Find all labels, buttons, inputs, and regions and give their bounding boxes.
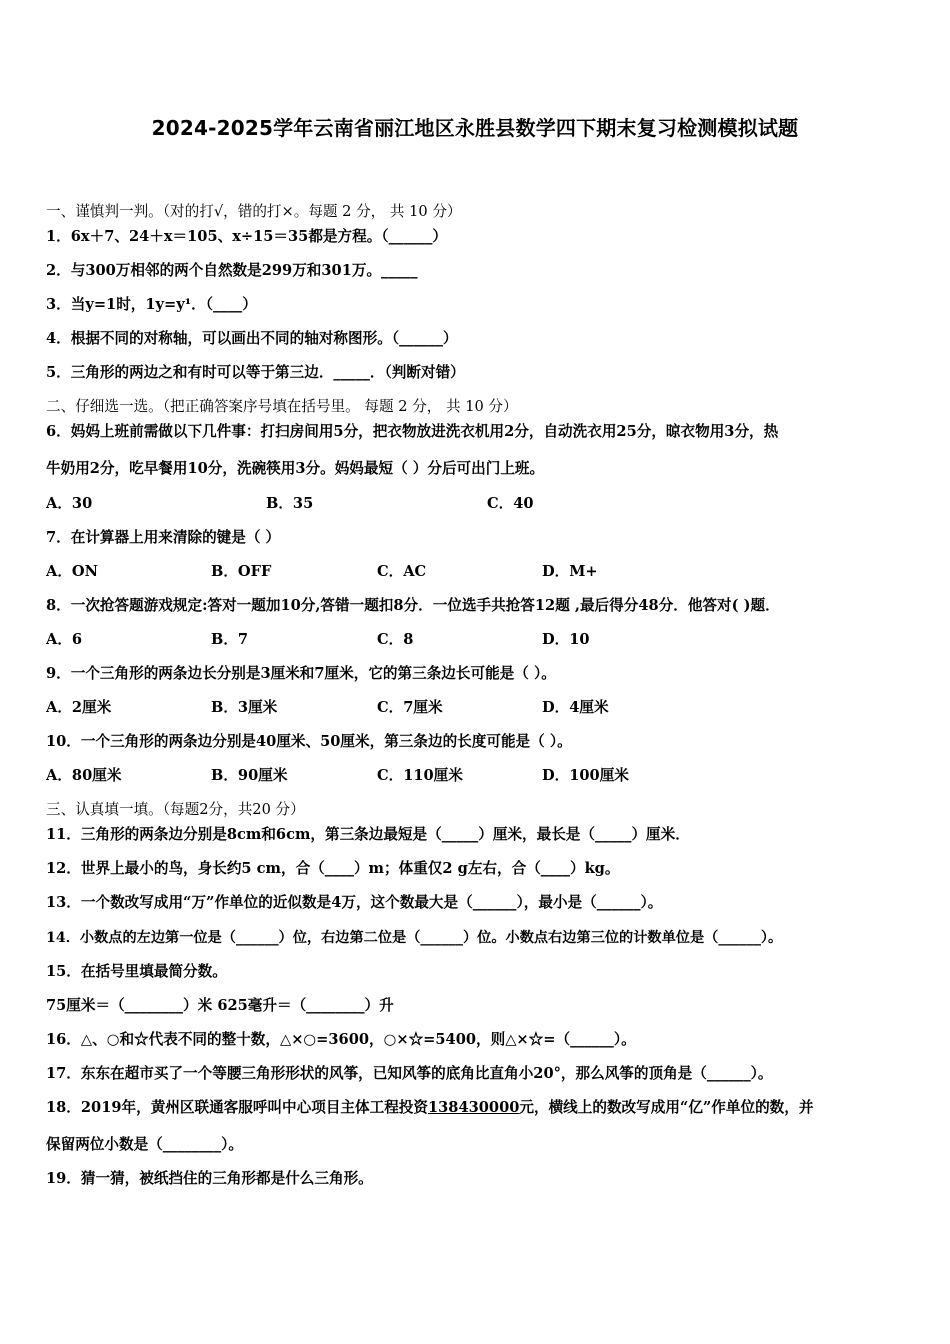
option-a: A．2厘米 xyxy=(46,699,112,716)
page-title: 2024-2025学年云南省丽江地区永胜县数学四下期末复习检测模拟试题 xyxy=(151,116,799,140)
underlined-number: 138430000 xyxy=(428,1099,520,1116)
question-18-prefix: 18．2019年，黄州区联通客服呼叫中心项目主体工程投资 xyxy=(46,1099,428,1116)
question-1: 1．6x＋7、24＋x＝105、x÷15＝35都是方程。（______） xyxy=(46,228,447,245)
option-c: C．8 xyxy=(377,631,414,648)
question-3: 3．当y=1时，1y=y¹．（____） xyxy=(46,296,257,313)
option-d: D．M+ xyxy=(542,563,598,580)
option-a: A．ON xyxy=(46,563,98,580)
option-a: A．6 xyxy=(46,631,83,648)
question-18-line-1 xyxy=(46,1098,813,1118)
question-6-line-2: 牛奶用2分，吃早餐用10分，洗碗筷用3分。妈妈最短（ ）分后可出门上班。 xyxy=(46,460,545,477)
question-4: 4．根据不同的对称轴，可以画出不同的轴对称图形。（______） xyxy=(46,330,458,347)
question-12: 12．世界上最小的鸟，身长约5 cm，合（____）m；体重仅2 g左右，合（____）kg。 xyxy=(46,860,620,877)
question-9: 9．一个三角形的两条边长分别是3厘米和7厘米，它的第三条边长可能是（ ）。 xyxy=(46,665,556,682)
question-17: 17．东东在超市买了一个等腰三角形形状的风筝，已知风筝的底角比直角小20°，那么风筝的顶角是（______）。 xyxy=(46,1065,773,1082)
option-b: B．90厘米 xyxy=(211,767,288,784)
question-14: 14．小数点的左边第一位是（______）位，右边第二位是（______）位。小数点右边第三位的计数单位是（______）。 xyxy=(46,930,783,946)
section-2-heading: 二、仔细选一选。（把正确答案序号填在括号里。 每题 2 分， 共 10 分） xyxy=(46,398,518,415)
option-b: B．OFF xyxy=(211,563,272,580)
question-19: 19．猜一猜，被纸挡住的三角形都是什么三角形。 xyxy=(46,1170,373,1187)
question-15-blanks: 75厘米＝（________）米 625毫升＝（________）升 xyxy=(46,997,394,1014)
question-5: 5．三角形的两边之和有时可以等于第三边．_____．（判断对错） xyxy=(46,364,465,381)
question-8: 8．一次抢答题游戏规定:答对一题加10分,答错一题扣8分．一位选手共抢答12题 ,最后得分48分．他答对( )题． xyxy=(46,597,780,614)
question-18-line-2: 保留两位小数是（________）。 xyxy=(46,1136,244,1153)
option-b: B．7 xyxy=(211,631,249,648)
option-c: C．7厘米 xyxy=(377,699,443,716)
section-3-heading: 三、认真填一填。（每题2分，共20 分） xyxy=(46,801,305,818)
option-d: D．100厘米 xyxy=(542,767,629,784)
option-d: D．10 xyxy=(542,631,590,648)
question-16: 16．△、○和☆代表不同的整十数，△×○=3600，○×☆=5400，则△×☆=（______）。 xyxy=(46,1031,636,1048)
question-7: 7．在计算器上用来清除的键是（ ） xyxy=(46,529,281,546)
option-c: C．AC xyxy=(377,563,427,580)
question-18-suffix: 元，横线上的数改写成用“亿”作单位的数，并 xyxy=(519,1099,814,1116)
question-13: 13．一个数改写成用“万”作单位的近似数是4万，这个数最大是（______），最小是（______）。 xyxy=(46,894,663,911)
question-11: 11．三角形的两条边分别是8cm和6cm，第三条边最短是（_____）厘米，最长是（_____）厘米． xyxy=(46,826,690,843)
question-15: 15．在括号里填最简分数。 xyxy=(46,963,227,980)
option-b: B．3厘米 xyxy=(211,699,278,716)
question-6-line-1: 6．妈妈上班前需做以下几件事：打扫房间用5分，把衣物放进洗衣机用2分，自动洗衣用25分，晾衣物用3分，热 xyxy=(46,423,779,440)
option-c: C．110厘米 xyxy=(377,767,463,784)
option-b: B．35 xyxy=(266,495,314,512)
question-2: 2．与300万相邻的两个自然数是299万和301万。_____ xyxy=(46,262,418,279)
question-10: 10．一个三角形的两条边分别是40厘米、50厘米，第三条边的长度可能是（ ）。 xyxy=(46,733,572,750)
option-d: D．4厘米 xyxy=(542,699,609,716)
option-c: C．40 xyxy=(487,495,534,512)
option-a: A．80厘米 xyxy=(46,767,122,784)
section-1-heading: 一、谨慎判一判。（对的打√，错的打×。每题 2 分， 共 10 分） xyxy=(46,203,462,220)
option-a: A．30 xyxy=(46,495,93,512)
